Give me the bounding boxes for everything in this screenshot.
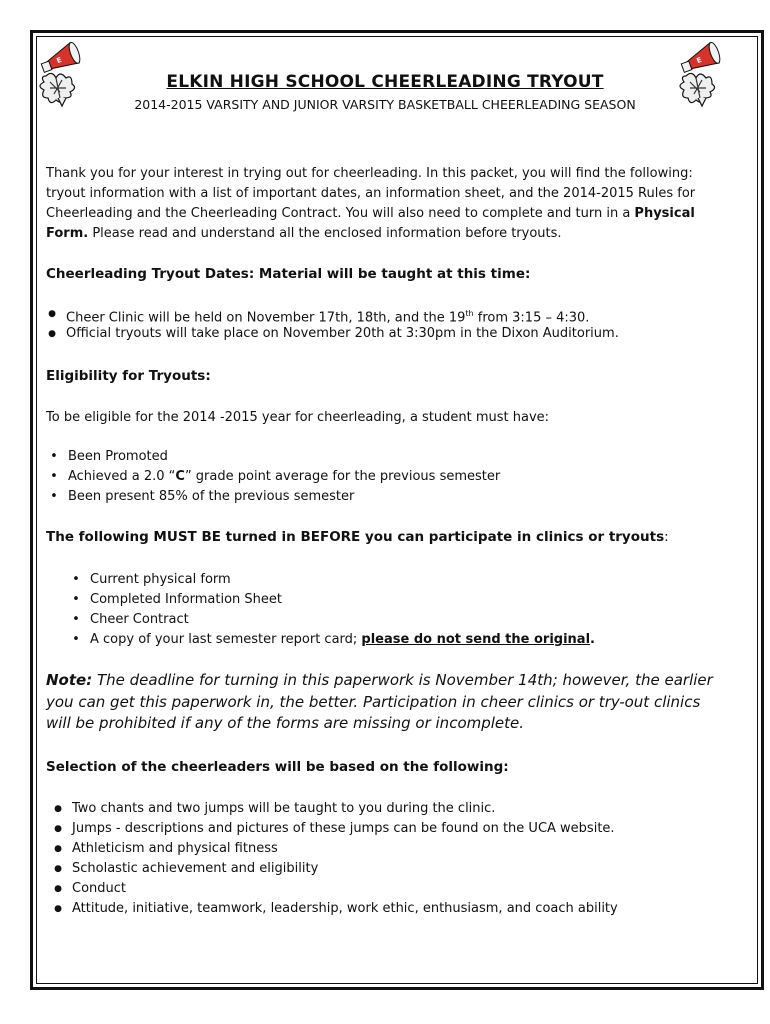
ordinal-suffix: th bbox=[465, 309, 474, 318]
list-item bbox=[54, 879, 618, 899]
required-item: A copy of your last semester report card; bbox=[90, 632, 362, 647]
clinic-dates-text: Cheer Clinic will be held on November 17th, 18th, and the 19 bbox=[66, 310, 466, 326]
list-item bbox=[72, 610, 595, 630]
intro-text: Thank you for your interest in trying out for cheerleading. In this packet, you will find the following: tryout information with a list of important dates, an information sheet, and the 2014-2015 Rules for Cheerleading and the Cheerleading Contract. You will also need to complete and turn in a bbox=[46, 166, 696, 221]
selection-item: Conduct bbox=[72, 881, 127, 896]
bullet-icon: • bbox=[72, 592, 80, 607]
eligibility-list bbox=[50, 447, 501, 507]
eligibility-heading: Eligibility for Tryouts: bbox=[46, 368, 211, 384]
required-item: Cheer Contract bbox=[90, 612, 189, 627]
bullet-icon: • bbox=[50, 489, 58, 504]
selection-item: Two chants and two jumps will be taught to you during the clinic. bbox=[72, 801, 496, 816]
bullet-icon: ● bbox=[54, 864, 62, 874]
bullet-icon: • bbox=[72, 632, 80, 647]
bullet-icon: ● bbox=[54, 804, 62, 814]
note-label: Note: bbox=[46, 671, 93, 689]
bullet-icon: ● bbox=[48, 309, 56, 319]
bullet-icon: ● bbox=[54, 824, 62, 834]
bullet-icon: ● bbox=[54, 904, 62, 914]
megaphone-pompom-icon bbox=[36, 42, 92, 108]
bullet-icon: • bbox=[72, 572, 80, 587]
selection-heading: Selection of the cheerleaders will be based on the following: bbox=[46, 759, 509, 775]
svg-text:E: E bbox=[695, 55, 703, 66]
intro-paragraph bbox=[46, 164, 716, 244]
eligibility-item-end: ” grade point average for the previous semester bbox=[184, 469, 501, 484]
selection-item: Scholastic achievement and eligibility bbox=[72, 861, 319, 876]
tryout-date-text: Official tryouts will take place on November 20th at 3:30pm in the Dixon Auditorium. bbox=[66, 326, 619, 341]
list-item bbox=[72, 570, 595, 590]
list-item bbox=[48, 324, 619, 344]
list-item bbox=[72, 630, 595, 650]
bullet-icon: • bbox=[72, 612, 80, 627]
list-item bbox=[50, 487, 500, 507]
list-item bbox=[54, 819, 618, 839]
eligibility-item: Achieved a 2.0 “ bbox=[68, 469, 176, 484]
required-item: Completed Information Sheet bbox=[90, 592, 283, 607]
note-text: The deadline for turning in this paperwork is November 14th; however, the earlier you can get this paperwork in, the better. Participation in cheer clinics or try-out clinics will be prohibited if any of the forms are missing or incomplete. bbox=[46, 671, 713, 732]
intro-text-end: Please read and understand all the enclosed information before tryouts. bbox=[88, 226, 562, 241]
page-subtitle: 2014-2015 VARSITY AND JUNIOR VARSITY BASKETBALL CHEERLEADING SEASON bbox=[134, 97, 636, 112]
required-item-end: . bbox=[590, 632, 595, 647]
turned-in-heading-text: The following MUST BE turned in BEFORE you can participate in clinics or tryouts bbox=[46, 529, 665, 545]
list-item bbox=[54, 899, 618, 919]
megaphone-pompom-icon bbox=[676, 42, 732, 108]
eligibility-item: Been Promoted bbox=[68, 449, 168, 464]
clinic-time-text: from 3:15 – 4:30. bbox=[473, 310, 590, 326]
turned-in-heading-colon: : bbox=[664, 529, 669, 545]
list-item bbox=[54, 839, 618, 859]
turned-in-list bbox=[72, 570, 595, 650]
bullet-icon: ● bbox=[48, 329, 56, 339]
list-item bbox=[54, 799, 618, 819]
list-item bbox=[72, 590, 595, 610]
tryout-dates-heading: Cheerleading Tryout Dates: Material will be taught at this time: bbox=[46, 266, 531, 282]
selection-item: Attitude, initiative, teamwork, leadership, work ethic, enthusiasm, and coach ability bbox=[72, 901, 618, 916]
turned-in-heading bbox=[46, 529, 726, 545]
selection-list bbox=[54, 799, 618, 919]
bullet-icon: ● bbox=[54, 884, 62, 894]
bullet-icon: ● bbox=[54, 844, 62, 854]
selection-item: Jumps - descriptions and pictures of these jumps can be found on the UCA website. bbox=[72, 821, 615, 836]
selection-item: Athleticism and physical fitness bbox=[72, 841, 278, 856]
grade-letter: C bbox=[175, 469, 185, 484]
eligibility-intro: To be eligible for the 2014 -2015 year for cheerleading, a student must have: bbox=[46, 410, 550, 425]
tryout-dates-list bbox=[48, 304, 619, 344]
list-item bbox=[50, 467, 501, 487]
eligibility-item: Been present 85% of the previous semester bbox=[68, 489, 355, 504]
deadline-note bbox=[46, 670, 726, 735]
bullet-icon: • bbox=[50, 449, 58, 464]
required-item: Current physical form bbox=[90, 572, 231, 587]
list-item bbox=[54, 859, 618, 879]
bullet-icon: • bbox=[50, 469, 58, 484]
physical-form-emphasis: Physical Form. bbox=[46, 206, 695, 241]
svg-text:E: E bbox=[55, 55, 63, 66]
list-item bbox=[50, 447, 500, 467]
list-item bbox=[48, 304, 619, 326]
page-title: ELKIN HIGH SCHOOL CHEERLEADING TRYOUT bbox=[166, 72, 604, 92]
do-not-send-original-text: please do not send the original bbox=[361, 632, 591, 647]
